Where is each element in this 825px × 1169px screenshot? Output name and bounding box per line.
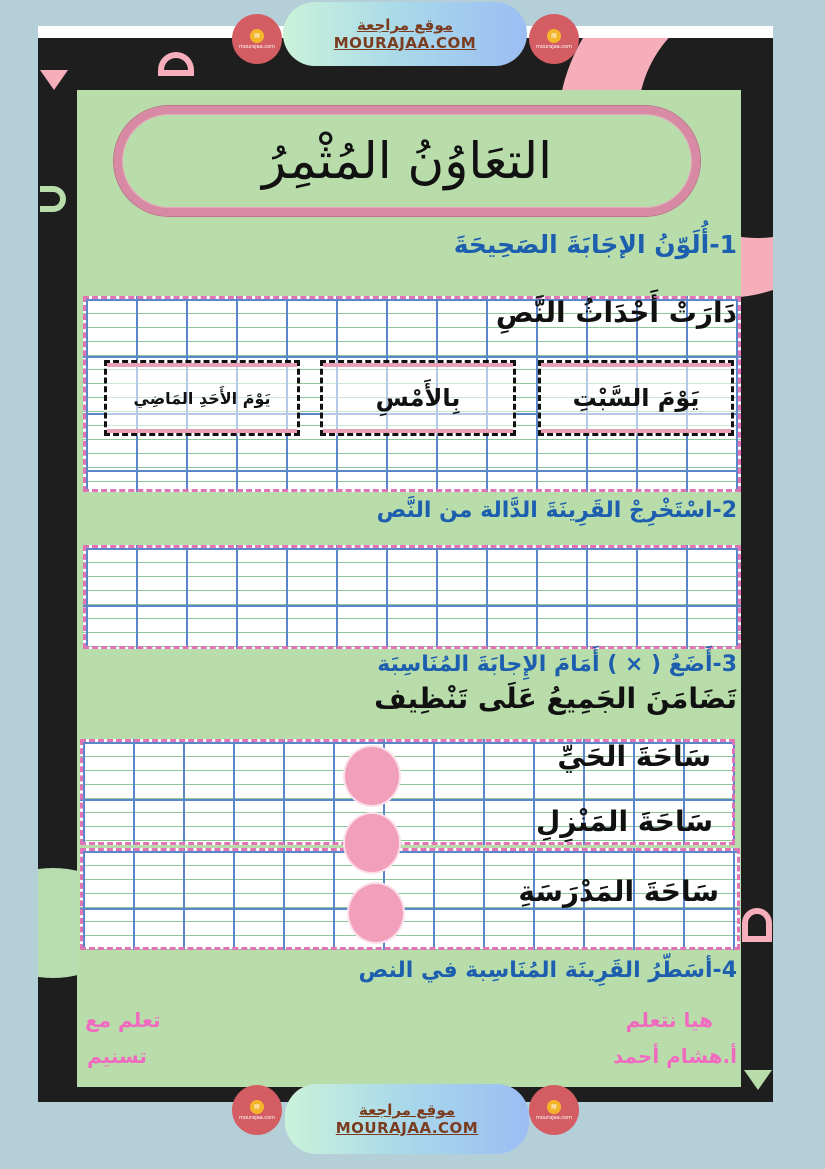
question-1-choice-2[interactable]: بِالأَمْسِ: [320, 360, 516, 436]
footer-left-line-2: تسنيم: [87, 1044, 147, 1068]
header-site-banner[interactable]: [283, 2, 527, 66]
book-logo-icon: ▤: [547, 29, 561, 43]
worksheet: [77, 90, 741, 1087]
worksheet-title: التعَاوُنُ المُثْمِرُ: [262, 132, 552, 190]
question-3-option-1: سَاحَةَ الحَيِّ: [557, 740, 711, 773]
banner-site-link[interactable]: MOURAJAA.COM: [335, 1119, 479, 1137]
question-3-option-3-checkbox[interactable]: [347, 882, 405, 944]
banner-arabic-label[interactable]: موقع مراجعة: [358, 1101, 456, 1119]
question-1-prompt: دَارَتْ أَحْدَاثُ النَّصِ: [495, 296, 737, 329]
footer-right-line-1: هيا نتعلم: [625, 1008, 713, 1032]
question-1-choice-3[interactable]: يَوْمَ الأَحَدِ المَاضِي: [104, 360, 300, 436]
logo-caption: mourajaa.com: [535, 1114, 572, 1121]
logo-caption: mourajaa.com: [238, 43, 275, 50]
footer-logo-right[interactable]: [529, 1085, 579, 1135]
question-1-heading: 1-أُلَوّنُ الإجَابَةَ الصَحِيحَةَ: [453, 230, 737, 259]
footer-site-banner[interactable]: [285, 1084, 529, 1154]
question-2-heading: 2-اسْتَخْرِجْ القَرِينَةَ الدَّالة من النَّص: [376, 498, 737, 523]
logo-caption: mourajaa.com: [238, 1114, 275, 1121]
book-logo-icon: ▤: [547, 1100, 561, 1114]
banner-site-link[interactable]: MOURAJAA.COM: [333, 34, 477, 52]
question-4-heading: 4-أسَطّرُ القَرِينَة المُنَاسِبة في النص: [358, 958, 737, 983]
footer-author: أ.هشام أحمد: [612, 1044, 737, 1068]
triangle-decoration-icon: [40, 70, 68, 90]
footer-left-line-1: تعلم مع: [85, 1008, 161, 1032]
book-logo-icon: ▤: [250, 29, 264, 43]
banner-arabic-label[interactable]: موقع مراجعة: [356, 16, 454, 34]
question-3-heading: 3-أَضَعُ ( × ) أَمَامَ الإِجابَةَ المُنَاسِبَة: [377, 652, 737, 677]
triangle-decoration-icon: [744, 1070, 772, 1090]
question-3-option-1-checkbox[interactable]: [343, 745, 401, 807]
question-3-option-2: سَاحَةَ المَنْزِلِ: [536, 805, 713, 838]
question-2-answer-area[interactable]: [83, 545, 741, 649]
header-logo-right[interactable]: [529, 14, 579, 64]
question-3-option-2-checkbox[interactable]: [343, 812, 401, 874]
footer-logo-left[interactable]: [232, 1085, 282, 1135]
question-3-prompt: تَضَامَنَ الجَمِيعُ عَلَى تَنْظِيف: [374, 682, 737, 715]
semicircle-decoration-icon: [40, 186, 66, 212]
semicircle-decoration-icon: [158, 52, 194, 76]
logo-caption: mourajaa.com: [535, 43, 572, 50]
question-1-choice-1[interactable]: يَوْمَ السَّبْتِ: [538, 360, 734, 436]
question-3-option-3: سَاحَةَ المَدْرَسَةِ: [518, 875, 719, 908]
header-logo-left[interactable]: [232, 14, 282, 64]
book-logo-icon: ▤: [250, 1100, 264, 1114]
semicircle-decoration-icon: [742, 908, 772, 942]
title-frame: [114, 106, 700, 216]
